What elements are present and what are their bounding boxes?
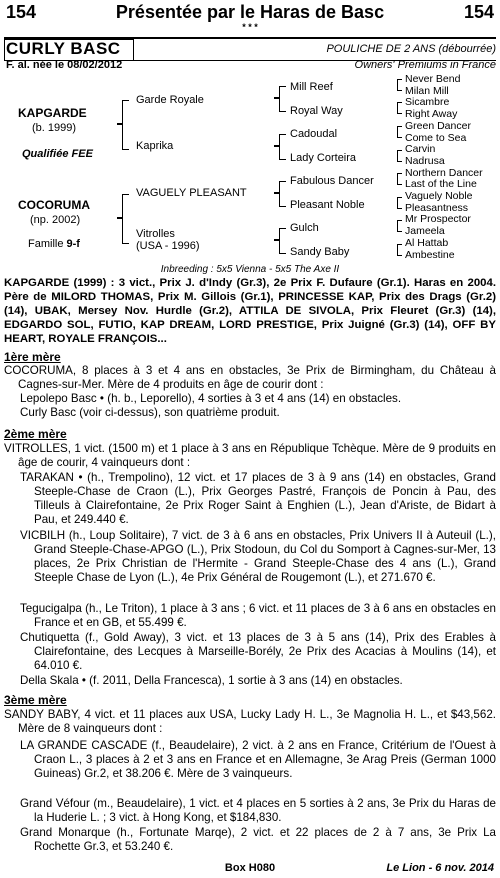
second-dam-tegucigalpa: Tegucigalpa (h., Le Triton), 1 place à 3 ans ; 6 vict. et 11 places de 3 à 6 ans en obstacles en France et en GB, et 55.499 €. (20, 602, 496, 629)
horse-name-bar (4, 37, 496, 61)
bracket-tick (117, 123, 122, 125)
third-dam-monarque: Grand Monarque (h., Fortunate Marqe), 2 vict. et 22 places de 2 à 7 ans, 3e Prix La Rochette Gr.3, et 53.240 €. (20, 826, 496, 853)
gen3-sandy-baby: Sandy Baby (290, 246, 350, 258)
second-dam-della: Della Skala • (f. 2011, Della Francesca), 1 sortie à 3 ans (14) en obstacles. (20, 674, 403, 687)
horse-premiums: Owners' Premiums in France (354, 59, 496, 71)
gen4-item: Green Dancer (405, 119, 471, 132)
bracket-dam (122, 194, 129, 244)
gen4-item: Sicambre (405, 96, 450, 109)
horse-subline (6, 59, 496, 73)
family (28, 238, 80, 250)
sire-paragraph: KAPGARDE (1999) : 3 vict., Prix J. d'Indy (Gr.3), 2e Prix F. Dufaure (Gr.1). Haras en 2004. Père de MILORD THOMAS, Prix M. Gillois (Gr.1), PRINCESSE KAP, Prix des Drags (Gr.2) (14), UBAK, Mersey Nov. Hurdle (Gr.2), ATTILA DE SIVOLA, Prix Fleuret (Gr.3) (14), EDGARDO SOL, FUTIO, KAP DREAM, LORD PRESTIGE, Prix Juigné (Gr.3) (14), OFF BY HEART, ROYALE FRANÇOIS... (4, 277, 496, 345)
gen3-fabulous-dancer: Fabulous Dancer (290, 175, 374, 187)
gen2-vaguely-pleasant: VAGUELY PLEASANT (136, 187, 247, 199)
gen4-item: Carvin (405, 143, 436, 156)
gen2-kaprika: Kaprika (136, 140, 174, 152)
gen4-item: Vaguely Noble (405, 190, 473, 203)
bracket-gen3 (397, 126, 402, 138)
family-number: 9-f (66, 238, 80, 250)
third-dam-cascade: LA GRANDE CASCADE (f., Beaudelaire), 2 vict. à 2 ans en France, Critérium de l'Ouest à Craon L., 3 places à 2 et 3 ans en France et en Allemagne, 3e Arag Preis (German 1000 Guineas) Gr.2, et 38.206 €. Mère de 3 vainqueurs. (20, 739, 496, 780)
second-dam-vicbilh: VICBILH (h., Loup Solitaire), 7 vict. de 3 à 6 ans en obstacles, Prix Univers II à Auteuil (L.), Grand Steeple-Chase-APGO (L.), Prix Stodoun, du Col du Somport à Cagnes-sur-Mer, 13 places, 2e Prix Christian de l'Hermite - Grand Steeple-Chase des 4 ans (L.), Grand Steeple Chase de Lyon (L.), 4e Prix Général de Rougemont (L.), et 271.670 €. (20, 529, 496, 584)
family-label: Famille (28, 238, 64, 250)
bracket-gen2 (279, 181, 286, 207)
gen4-item: Nadrusa (405, 154, 445, 167)
sire-name: KAPGARDE (18, 106, 87, 120)
second-dam-p1: VITROLLES, 1 vict. (1500 m) et 1 place à 3 ans en République Tchèque. Mère de 9 produits en âge de courir, 4 vainqueurs dont : (4, 442, 496, 469)
header-stars: * * * (242, 22, 258, 32)
third-dam-vefour: Grand Véfour (m., Beaudelaire), 1 vict. et 4 places en 5 sorties à 2 ans, 3e Prix du Haras de la Huderie L. ; 3 vict. à Hong Kong, et $184,830. (20, 797, 496, 824)
gen4-item: Al Hattab (405, 236, 449, 249)
gen4-item: Never Bend (405, 73, 461, 85)
gen2-vitrolles-origin: (USA - 1996) (136, 240, 200, 252)
page-number-left: 154 (6, 2, 37, 22)
pedigree (0, 74, 500, 264)
gen3-gulch: Gulch (290, 222, 319, 234)
gen4-item: Northern Dancer (405, 166, 483, 179)
sale-place-date: Le Lion - 6 nov. 2014 (386, 862, 494, 874)
horse-birth: F. al. née le 08/02/2012 (6, 59, 123, 71)
page-footer (0, 862, 500, 878)
bracket-gen3 (397, 197, 402, 209)
gen3-cadoudal: Cadoudal (290, 128, 338, 140)
section-third-dam: 3ème mère (4, 693, 67, 707)
bracket-tick (274, 192, 279, 194)
gen4-item: Come to Sea (405, 131, 467, 144)
inbreeding-note: Inbreeding : 5x5 Vienna - 5x5 The Axe II (160, 264, 340, 275)
gen2-garde-royale: Garde Royale (136, 94, 204, 106)
sire-year: (b. 1999) (32, 122, 77, 134)
gen2-vitrolles: Vitrolles (136, 228, 175, 240)
bracket-gen2 (279, 228, 286, 254)
gen4-item: Mr Prospector (405, 213, 471, 226)
bracket-sire (122, 100, 129, 150)
gen3-royal-way: Royal Way (290, 105, 343, 117)
gen4-list (405, 74, 483, 261)
gen4-item: Right Away (405, 108, 458, 121)
gen4-item: Milan Mill (405, 84, 449, 97)
gen4-item: Ambestine (405, 248, 455, 261)
second-dam-tarakan: TARAKAN • (h., Trempolino), 12 vict. et 17 places de 3 à 9 ans (14) en obstacles, Grand Steeple-Chase de Craon (L.), Prix Georges Pastré, François de Poncin à Pau, des Tilleuls à Clairefontaine, 2e Prix Roger Saint à Enghien (L.), Jean d'Ariste, de Bidart à Pau, et 249.440 €. (20, 471, 496, 526)
page-header (6, 2, 494, 24)
dam-year: (np. 2002) (30, 214, 81, 226)
gen4-item: Jameela (405, 225, 445, 238)
bracket-gen3 (397, 150, 402, 162)
third-dam-p1: SANDY BABY, 4 vict. et 11 places aux USA, Lucky Lady H. L., 3e Magnolia H. L., et $43,562. Mère de 8 vainqueurs dont : (4, 708, 496, 735)
gen4-item: Last of the Line (405, 178, 477, 191)
bracket-gen2 (279, 134, 286, 160)
box-number: Box H080 (224, 862, 276, 874)
gen4-item: Pleasantness (405, 201, 469, 214)
second-dam-chutiquetta: Chutiquetta (f., Gold Away), 3 vict. et 13 places de 3 à 5 ans (14), Prix des Erables à Clairefontaine, des Lecques à Marseille-Borély, 2e Prix des Acacias à Moulins (14), et 64.010 €. (20, 631, 496, 672)
horse-sex: POULICHE DE 2 ANS (débourrée) (326, 43, 496, 55)
horse-name: CURLY BASC (6, 39, 121, 58)
sire-note: Qualifiée FEE (22, 148, 93, 160)
first-dam-p2: Lepolepo Basc • (h. b., Leporello), 4 sorties à 3 et 4 ans (14) en obstacles. (20, 392, 402, 405)
bracket-tick (274, 97, 279, 99)
bracket-gen3 (397, 79, 402, 91)
section-second-dam: 2ème mère (4, 427, 67, 441)
first-dam-p3: Curly Basc (voir ci-dessus), son quatrième produit. (20, 406, 280, 419)
bracket-gen3 (397, 220, 402, 232)
bracket-tick (274, 239, 279, 241)
bracket-tick (274, 145, 279, 147)
bracket-tick (117, 217, 122, 219)
bracket-gen3 (397, 173, 402, 185)
gen3-pleasant-noble: Pleasant Noble (290, 199, 365, 211)
page-number-right: 154 (463, 2, 494, 22)
bracket-gen3 (397, 244, 402, 256)
gen3-lady-corteira: Lady Corteira (290, 152, 357, 164)
section-first-dam: 1ère mère (4, 350, 61, 364)
first-dam-p1: COCORUMA, 8 places à 3 et 4 ans en obstacles, 3e Prix de Birmingham, du Château à Cagnes-sur-Mer. Mère de 4 produits en âge de courir dont : (4, 364, 496, 391)
bracket-gen2 (279, 86, 286, 112)
page-title: Présentée par le Haras de Basc (115, 2, 385, 22)
dam-name: COCORUMA (18, 198, 90, 212)
gen3-mill-reef: Mill Reef (290, 81, 333, 93)
bracket-gen3 (397, 102, 402, 114)
